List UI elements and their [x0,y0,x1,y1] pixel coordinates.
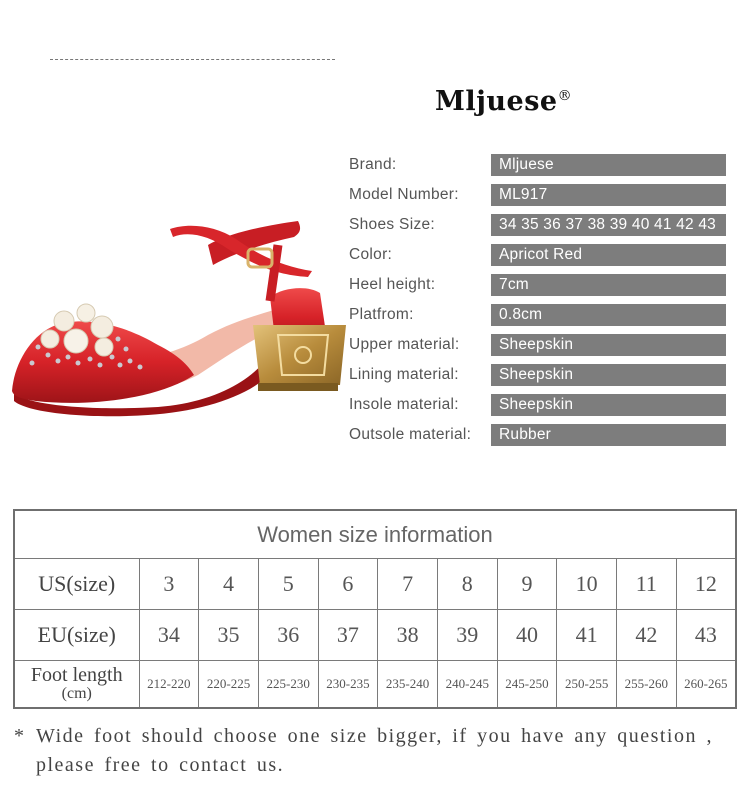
table-cell: 36 [258,610,318,661]
spec-row-insole-material [349,393,729,423]
foot-length-unit: (cm) [61,684,92,702]
spec-value: Apricot Red [491,244,726,266]
table-cell: 250-255 [557,661,617,709]
table-cell: 43 [676,610,736,661]
spec-value: Sheepskin [491,394,726,416]
table-cell: 220-225 [199,661,259,709]
spec-value: 34 35 36 37 38 39 40 41 42 43 [491,214,726,236]
spec-label: Upper material: [349,336,460,353]
table-cell: 41 [557,610,617,661]
size-note [14,722,744,780]
table-cell: 34 [139,610,199,661]
sandal-illustration [8,215,353,425]
table-cell: 12 [676,559,736,610]
spec-label: Brand: [349,156,397,173]
spec-value: ML917 [491,184,726,206]
table-row-us [14,559,736,610]
spec-row-brand [349,153,729,183]
table-row-foot-length [14,661,736,709]
spec-row-heel-height [349,273,729,303]
spec-value: 0.8cm [491,304,726,326]
foot-length-label: Foot length [30,663,123,686]
spec-row-lining-material [349,363,729,393]
spec-label: Platfrom: [349,306,414,323]
spec-row-upper-material [349,333,729,363]
table-cell: 11 [617,559,677,610]
table-cell: 3 [139,559,199,610]
asterisk: * [14,725,26,747]
table-cell: 255-260 [617,661,677,709]
note-line-1: Wide foot should choose one size bigger, if you have any question , [36,725,713,747]
spec-value: Sheepskin [491,364,726,386]
spec-value: Sheepskin [491,334,726,356]
table-cell: 39 [437,610,497,661]
table-cell: 4 [199,559,259,610]
dashed-divider [50,59,335,60]
spec-row-shoes-size [349,213,729,243]
row-header-eu: EU(size) [14,610,139,661]
spec-row-color [349,243,729,273]
table-cell: 35 [199,610,259,661]
note-line-2: please free to contact us. [36,754,285,776]
spec-value: Rubber [491,424,726,446]
spec-label: Model Number: [349,186,459,203]
spec-label: Shoes Size: [349,216,436,233]
spec-label: Heel height: [349,276,436,293]
spec-value: Mljuese [491,154,726,176]
table-cell: 10 [557,559,617,610]
table-cell: 7 [378,559,438,610]
spec-label: Lining material: [349,366,459,383]
spec-label: Color: [349,246,393,263]
table-cell: 37 [318,610,378,661]
size-table-title: Women size information [14,510,736,559]
spec-value: 7cm [491,274,726,296]
table-cell: 38 [378,610,438,661]
table-cell: 8 [437,559,497,610]
table-row-eu [14,610,736,661]
table-cell: 230-235 [318,661,378,709]
spec-row-outsole-material [349,423,729,453]
table-cell: 240-245 [437,661,497,709]
product-image [8,215,353,425]
brand-logo: Mljuese® [435,86,573,117]
table-cell: 235-240 [378,661,438,709]
spec-row-platform [349,303,729,333]
spec-row-model-number [349,183,729,213]
table-cell: 212-220 [139,661,199,709]
table-cell: 5 [258,559,318,610]
row-header-us: US(size) [14,559,139,610]
row-header-foot-length [14,661,139,709]
spec-label: Insole material: [349,396,459,413]
spec-label: Outsole material: [349,426,472,443]
table-cell: 40 [497,610,557,661]
table-cell: 9 [497,559,557,610]
spec-list [349,153,729,453]
table-cell: 42 [617,610,677,661]
size-table [13,509,737,709]
table-cell: 260-265 [676,661,736,709]
table-cell: 6 [318,559,378,610]
table-cell: 245-250 [497,661,557,709]
table-cell: 225-230 [258,661,318,709]
